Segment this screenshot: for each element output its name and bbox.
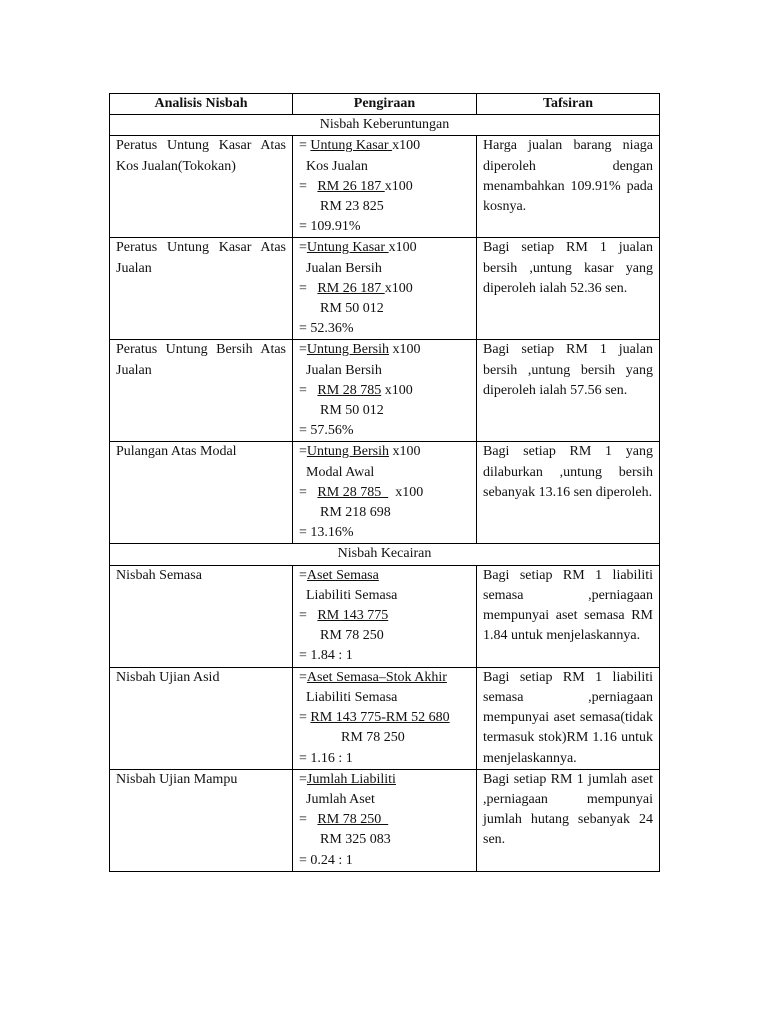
interpretation-cell: Bagi setiap RM 1 liabiliti semasa ,perniagaan mempunyai aset semasa(tidak termasuk stok)RM 1.16 untuk menjelaskannya.	[477, 667, 660, 769]
calc-text: Jumlah Aset	[299, 791, 375, 807]
calc-text: RM 50 012	[299, 403, 384, 419]
calc-text: = 57.56%	[299, 423, 354, 439]
interpretation-cell: Bagi setiap RM 1 jualan bersih ,untung kasar yang diperoleh ialah 52.36 sen.	[477, 238, 660, 340]
calc-text: RM 218 698	[299, 505, 391, 521]
calc-line	[299, 136, 470, 156]
calc-text: =	[299, 178, 318, 194]
calc-text: = 1.84 : 1	[299, 648, 353, 664]
interpretation-cell: Bagi setiap RM 1 yang dilaburkan ,untung bersih sebanyak 13.16 sen diperoleh.	[477, 442, 660, 544]
calc-numerator: Untung Kasar	[310, 138, 393, 154]
calc-text: =	[299, 710, 311, 726]
table-row	[110, 340, 660, 442]
calc-numerator: RM 143 775-RM 52 680	[310, 710, 450, 726]
calc-numerator: RM 28 785	[317, 484, 389, 500]
calc-text: x100	[388, 240, 417, 256]
calculation-cell	[293, 769, 477, 871]
calculation-cell	[293, 565, 477, 667]
calc-text: x100	[381, 382, 413, 398]
calc-text: =	[299, 382, 318, 398]
calc-text: = 13.16%	[299, 525, 354, 541]
header-row	[110, 94, 660, 115]
calc-line	[299, 626, 470, 646]
calculation-cell	[293, 442, 477, 544]
calc-numerator: Aset Semasa–Stok Akhir	[306, 669, 447, 685]
calc-text: = 52.36%	[299, 321, 354, 337]
calc-line	[299, 851, 470, 871]
calc-line	[299, 361, 470, 381]
calc-line	[299, 442, 470, 462]
calc-text: =	[299, 138, 311, 154]
section-row	[110, 544, 660, 565]
calc-line	[299, 463, 470, 483]
calc-text: =	[299, 280, 318, 296]
calc-text: x100	[384, 178, 413, 194]
calc-text: =	[299, 812, 318, 828]
section-title: Nisbah Kecairan	[110, 544, 660, 565]
calc-text: =	[299, 240, 307, 256]
ratio-name: Nisbah Ujian Mampu	[110, 769, 293, 871]
calc-text: Kos Jualan	[299, 158, 368, 174]
calc-numerator: RM 26 187	[317, 280, 385, 296]
calc-line	[299, 810, 470, 830]
calc-line	[299, 279, 470, 299]
calc-numerator: Aset Semasa	[306, 567, 379, 583]
calc-numerator: Untung Bersih	[306, 444, 389, 460]
calc-text: =	[299, 484, 318, 500]
calc-text: Liabiliti Semasa	[299, 587, 398, 603]
ratio-name: Nisbah Ujian Asid	[110, 667, 293, 769]
calc-line	[299, 728, 470, 748]
interpretation-cell: Harga jualan barang niaga diperoleh dengan menambahkan 109.91% pada kosnya.	[477, 136, 660, 238]
calc-numerator: Untung Bersih	[306, 342, 389, 358]
ratio-analysis-table	[109, 93, 660, 872]
calc-line	[299, 606, 470, 626]
section-row	[110, 115, 660, 136]
calculation-cell	[293, 238, 477, 340]
section-title: Nisbah Keberuntungan	[110, 115, 660, 136]
calc-text: x100	[388, 444, 421, 460]
calc-text: RM 78 250	[299, 628, 384, 644]
calc-text: RM 78 250	[299, 730, 405, 746]
calc-line	[299, 259, 470, 279]
calc-text: = 1.16 : 1	[299, 750, 353, 766]
calc-text: Jualan Bersih	[299, 260, 382, 276]
header-calculation: Pengiraan	[293, 94, 477, 115]
table-row	[110, 238, 660, 340]
calc-line	[299, 646, 470, 666]
interpretation-cell: Bagi setiap RM 1 jualan bersih ,untung bersih yang diperoleh ialah 57.56 sen.	[477, 340, 660, 442]
calc-text: x100	[392, 138, 421, 154]
table-row	[110, 442, 660, 544]
calc-line	[299, 688, 470, 708]
calc-line	[299, 401, 470, 421]
calc-numerator: RM 143 775	[317, 608, 389, 624]
table-row	[110, 667, 660, 769]
calc-text: =	[299, 771, 307, 787]
calc-text: = 0.24 : 1	[299, 852, 353, 868]
calc-numerator: RM 26 187	[317, 178, 385, 194]
calc-text: Modal Awal	[299, 464, 375, 480]
calc-line	[299, 238, 470, 258]
ratio-name: Pulangan Atas Modal	[110, 442, 293, 544]
calc-line	[299, 177, 470, 197]
calc-line	[299, 197, 470, 217]
calc-line	[299, 523, 470, 543]
calculation-cell	[293, 340, 477, 442]
calc-text: RM 50 012	[299, 301, 384, 317]
calculation-cell	[293, 667, 477, 769]
table-row	[110, 565, 660, 667]
calc-line	[299, 381, 470, 401]
calc-text: =	[299, 567, 307, 583]
header-analysis: Analisis Nisbah	[110, 94, 293, 115]
calc-text: =	[299, 669, 307, 685]
calc-text: =	[299, 608, 318, 624]
interpretation-cell: Bagi setiap RM 1 jumlah aset ,perniagaan mempunyai jumlah hutang sebanyak 24 sen.	[477, 769, 660, 871]
calc-line	[299, 770, 470, 790]
calc-text: =	[299, 444, 307, 460]
ratio-name: Nisbah Semasa	[110, 565, 293, 667]
calc-line	[299, 790, 470, 810]
ratio-name: Peratus Untung Kasar Atas Kos Jualan(Tokokan)	[110, 136, 293, 238]
calc-line	[299, 586, 470, 606]
calc-line	[299, 340, 470, 360]
calc-text: Jualan Bersih	[299, 362, 382, 378]
ratio-name: Peratus Untung Bersih Atas Jualan	[110, 340, 293, 442]
calc-text: x100	[388, 342, 421, 358]
calc-text: Liabiliti Semasa	[299, 689, 398, 705]
interpretation-cell: Bagi setiap RM 1 liabiliti semasa ,perniagaan mempunyai aset semasa RM 1.84 untuk menjelaskannya.	[477, 565, 660, 667]
calc-line	[299, 483, 470, 503]
calc-line	[299, 157, 470, 177]
calc-line	[299, 566, 470, 586]
calc-line	[299, 708, 470, 728]
ratio-name: Peratus Untung Kasar Atas Jualan	[110, 238, 293, 340]
calc-line	[299, 217, 470, 237]
calc-line	[299, 830, 470, 850]
calc-line	[299, 421, 470, 441]
calc-line	[299, 319, 470, 339]
calc-numerator: RM 28 785	[317, 382, 382, 398]
calc-text: x100	[384, 280, 413, 296]
table-row	[110, 769, 660, 871]
calc-text: x100	[388, 484, 424, 500]
calculation-cell	[293, 136, 477, 238]
calc-line	[299, 668, 470, 688]
calc-line	[299, 503, 470, 523]
table-row	[110, 136, 660, 238]
calc-numerator: Jumlah Liabiliti	[306, 771, 396, 787]
calc-line	[299, 299, 470, 319]
calc-line	[299, 749, 470, 769]
calc-text: RM 325 083	[299, 832, 391, 848]
header-interpretation: Tafsiran	[477, 94, 660, 115]
calc-numerator: Untung Kasar	[306, 240, 389, 256]
calc-text: RM 23 825	[299, 199, 384, 215]
calc-text: = 109.91%	[299, 219, 361, 235]
calc-numerator: RM 78 250	[317, 812, 389, 828]
calc-text: =	[299, 342, 307, 358]
